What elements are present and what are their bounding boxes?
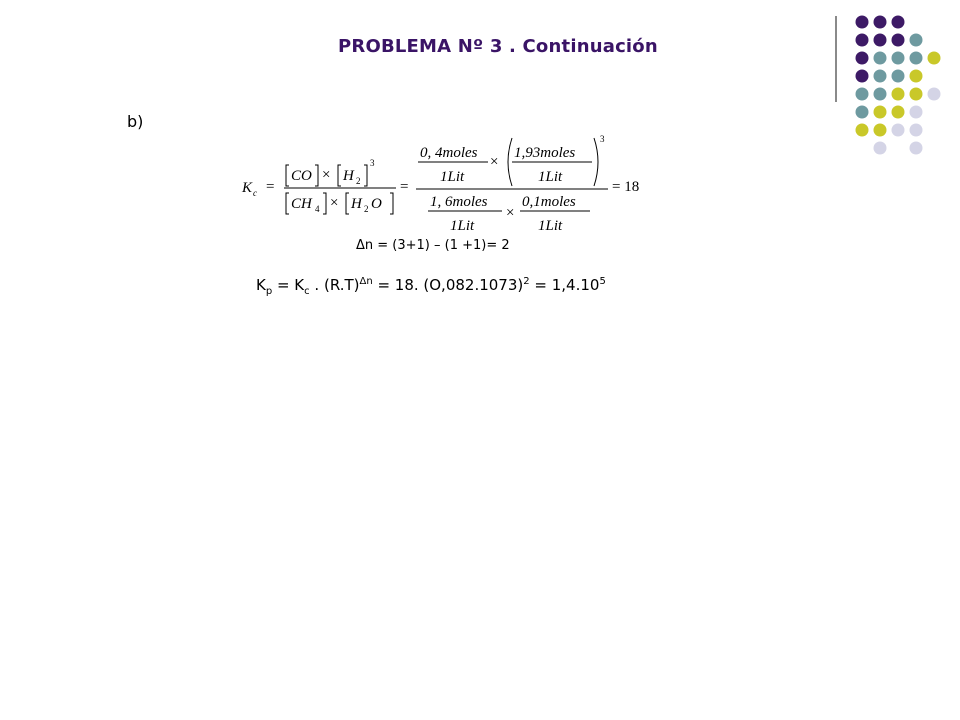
num-b-num: 1,93moles — [514, 145, 576, 161]
bracket — [338, 165, 341, 186]
slide-title: PROBLEMA Nº 3 . Continuación — [338, 36, 658, 57]
ch-term: CH — [291, 196, 312, 212]
dot — [856, 124, 869, 137]
dot — [856, 70, 869, 83]
dot — [874, 124, 887, 137]
kc-sub: c — [304, 286, 310, 297]
h-exponent: 3 — [370, 158, 375, 168]
den-a-den: 1Lit — [450, 218, 475, 234]
dot — [910, 52, 923, 65]
ch-subscript: 4 — [315, 204, 320, 214]
times-3: × — [490, 154, 499, 170]
result: = 18 — [612, 179, 640, 195]
kp-equation — [256, 276, 606, 297]
kp-mid3: = 1,4.10 — [529, 276, 600, 294]
kc-symbol: K — [242, 180, 253, 196]
part-label: b) — [127, 112, 144, 131]
dot — [892, 34, 905, 47]
dot — [856, 106, 869, 119]
dot — [910, 88, 923, 101]
dot — [910, 34, 923, 47]
dot — [892, 52, 905, 65]
den-b-den: 1Lit — [538, 218, 563, 234]
dot — [928, 88, 941, 101]
bracket — [286, 193, 289, 214]
dot — [874, 142, 887, 155]
kc-subscript: c — [253, 188, 257, 198]
dot — [892, 16, 905, 29]
num-b-exponent: 3 — [600, 134, 605, 144]
dot — [928, 52, 941, 65]
dot — [910, 70, 923, 83]
kp-exp-dn: Δn — [359, 276, 373, 287]
h2o-subscript: 2 — [364, 204, 369, 214]
den-a-num: 1, 6moles — [430, 194, 488, 210]
kp-k: K — [256, 276, 266, 294]
h-subscript: 2 — [356, 176, 361, 186]
parenthesis — [594, 138, 598, 186]
parenthesis — [508, 138, 512, 186]
delta-n-equation: Δn = (3+1) – (1 +1)= 2 — [356, 238, 510, 253]
equals-2: = — [400, 179, 409, 195]
bracket — [364, 165, 367, 186]
kp-mid2: = 18. (O,082.1073) — [372, 276, 524, 294]
num-a-num: 0, 4moles — [420, 145, 478, 161]
dot — [874, 106, 887, 119]
times-1: × — [322, 167, 331, 183]
num-a-den: 1Lit — [440, 169, 465, 185]
h2o-h-term: H — [351, 196, 362, 212]
kp-eq1: = K — [272, 276, 305, 294]
kp-exp-2: 2 — [523, 276, 530, 287]
dot — [856, 16, 869, 29]
num-b-den: 1Lit — [538, 169, 563, 185]
dot — [856, 34, 869, 47]
kp-sub: p — [265, 286, 273, 297]
dot — [874, 88, 887, 101]
equilibrium-formula — [240, 128, 660, 238]
h-term: H — [343, 168, 354, 184]
dot — [892, 70, 905, 83]
dot — [892, 106, 905, 119]
dot — [856, 52, 869, 65]
den-b-num: 0,1moles — [522, 194, 576, 210]
bracket — [286, 165, 289, 186]
dot — [910, 142, 923, 155]
dot — [874, 16, 887, 29]
equals-1: = — [266, 179, 275, 195]
dot — [856, 88, 869, 101]
kp-exp-5: 5 — [599, 276, 606, 287]
bracket — [315, 165, 318, 186]
times-4: × — [506, 205, 515, 221]
dot — [892, 88, 905, 101]
co-term: CO — [291, 168, 312, 184]
dot — [874, 52, 887, 65]
dot — [910, 124, 923, 137]
bracket — [390, 193, 393, 214]
dot — [910, 106, 923, 119]
times-2: × — [330, 195, 339, 211]
dot — [874, 70, 887, 83]
bracket — [346, 193, 349, 214]
dot — [874, 34, 887, 47]
bracket — [323, 193, 326, 214]
h2o-o-term: O — [371, 196, 382, 212]
kp-mid: . (R.T) — [309, 276, 360, 294]
dot — [892, 124, 905, 137]
